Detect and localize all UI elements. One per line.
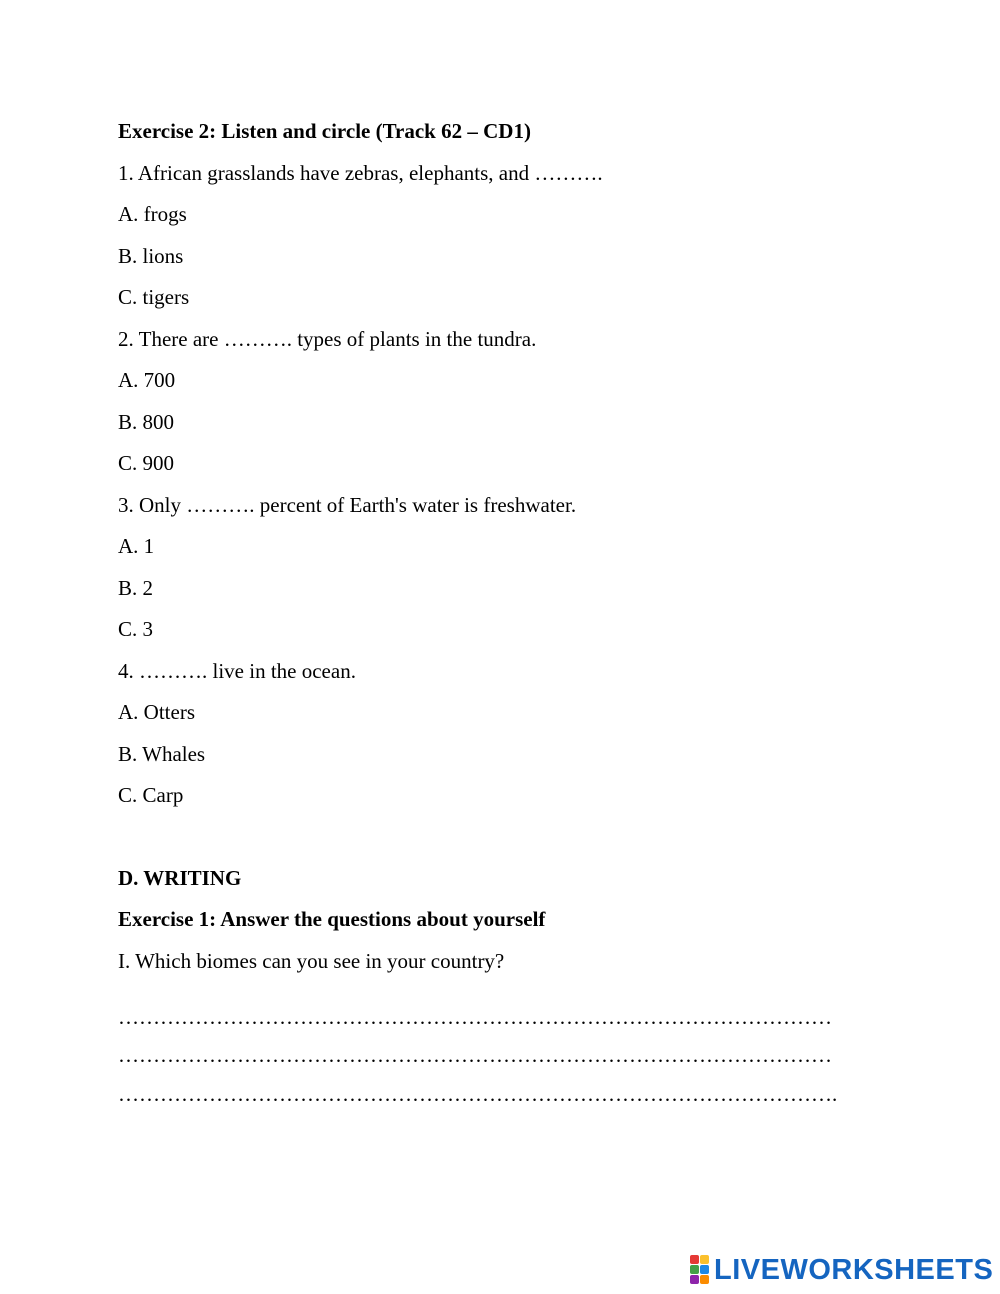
question-1-option-c[interactable]: C. tigers	[118, 285, 190, 309]
question-2-stem: 2. There are ………. types of plants in the tundra.	[118, 327, 537, 351]
question-4-stem: 4. ………. live in the ocean.	[118, 659, 356, 683]
question-3-option-b[interactable]: B. 2	[118, 576, 154, 600]
question-4-option-b[interactable]: B. Whales	[118, 742, 206, 766]
writing-question-1: I. Which biomes can you see in your country?	[118, 949, 505, 973]
question-2-option-a[interactable]: A. 700	[118, 368, 176, 392]
question-1-stem: 1. African grasslands have zebras, elephants, and ……….	[118, 161, 603, 185]
question-2-option-b[interactable]: B. 800	[118, 410, 175, 434]
exercise-2-heading: Exercise 2: Listen and circle (Track 62 – CD1)	[118, 119, 531, 143]
question-3-option-c[interactable]: C. 3	[118, 617, 154, 641]
logo-blocks-icon	[690, 1255, 710, 1285]
logo-block-3	[690, 1265, 699, 1274]
question-4-option-c[interactable]: C. Carp	[118, 783, 184, 807]
liveworksheets-logo	[690, 1252, 993, 1288]
question-2-option-c[interactable]: C. 900	[118, 451, 175, 475]
question-3-option-a[interactable]: A. 1	[118, 534, 155, 558]
logo-block-2	[700, 1255, 709, 1264]
logo-block-1	[690, 1255, 699, 1264]
logo-text: LIVEWORKSHEETS	[714, 1253, 994, 1286]
question-1-option-a[interactable]: A. frogs	[118, 202, 187, 226]
answer-line-3[interactable]: ………………………………………………………………………………………….	[118, 1082, 838, 1106]
question-3-stem: 3. Only ………. percent of Earth's water is freshwater.	[118, 493, 577, 517]
logo-block-5	[690, 1275, 699, 1284]
writing-exercise-1-heading: Exercise 1: Answer the questions about yourself	[118, 907, 546, 931]
writing-section-title: D. WRITING	[118, 866, 242, 890]
logo-block-4	[700, 1265, 709, 1274]
logo-block-6	[700, 1275, 709, 1284]
answer-line-2[interactable]: …………………………………………………………………………………………	[118, 1043, 832, 1067]
question-1-option-b[interactable]: B. lions	[118, 244, 184, 268]
question-4-option-a[interactable]: A. Otters	[118, 700, 195, 724]
answer-line-1[interactable]: …………………………………………………………………………………………	[118, 1005, 832, 1029]
